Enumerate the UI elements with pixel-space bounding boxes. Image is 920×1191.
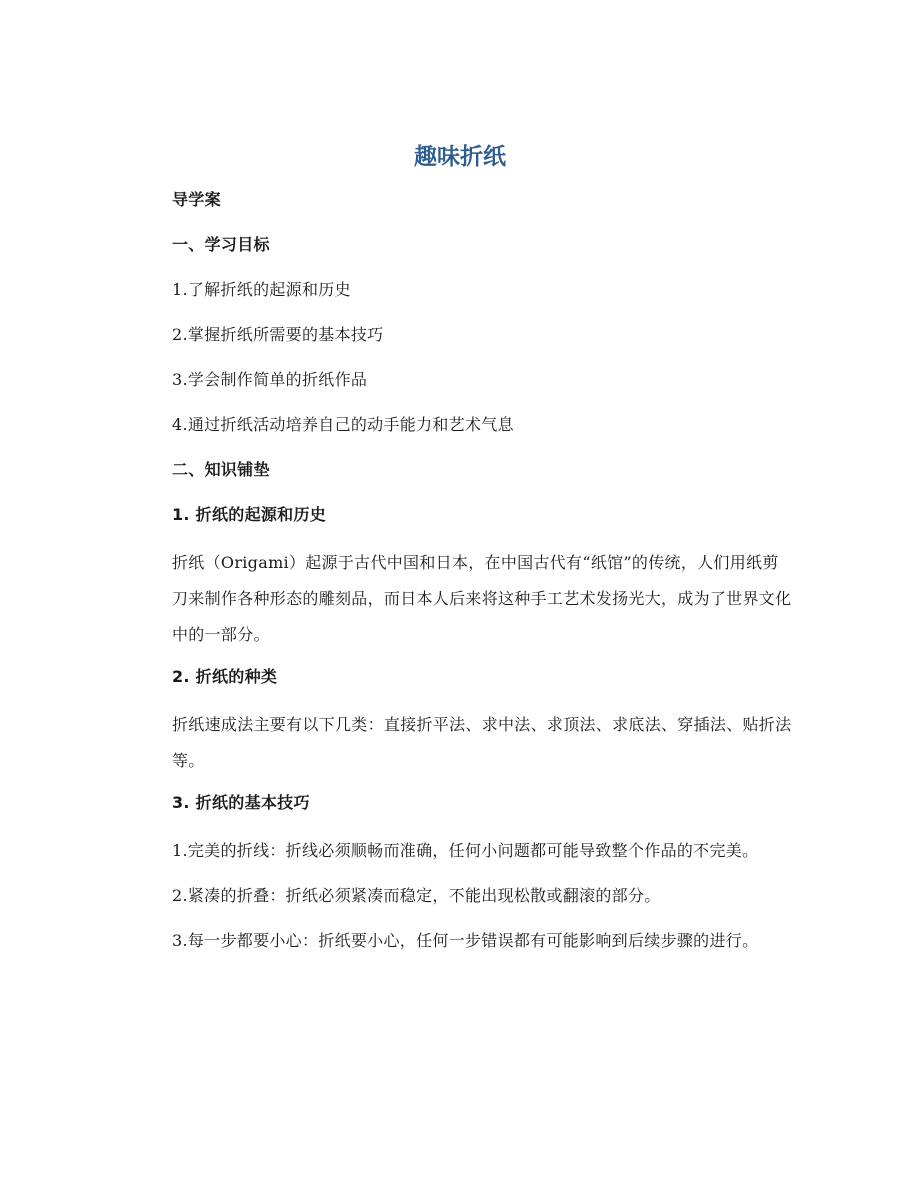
objective-item: 4.通过折纸活动培养自己的动手能力和艺术气息	[172, 415, 514, 434]
objective-item: 3.学会制作简单的折纸作品	[172, 370, 368, 389]
section-heading-knowledge: 二、知识铺垫	[172, 460, 270, 479]
origin-paragraph: 折纸（Origami）起源于古代中国和日本，在中国古代有“纸馆”的传统，人们用纸剪刀来制作各种形态的雕刻品，而日本人后来将这种手工艺术发扬光大，成为了世界文化中的一部分。	[172, 553, 792, 644]
technique-item: 3.每一步都要小心：折纸要小心，任何一步错误都有可能影响到后续步骤的进行。	[172, 931, 759, 950]
section-heading-objectives: 一、学习目标	[172, 235, 270, 254]
technique-item: 1.完美的折线：折线必须顺畅而准确，任何小问题都可能导致整个作品的不完美。	[172, 841, 759, 860]
technique-item: 2.紧凑的折叠：折纸必须紧凑而稳定，不能出现松散或翻滚的部分。	[172, 886, 661, 905]
subsection-heading-origin: 1. 折纸的起源和历史	[172, 505, 327, 524]
types-paragraph: 折纸速成法主要有以下几类：直接折平法、求中法、求顶法、求底法、穿插法、贴折法等。	[172, 715, 792, 770]
document-body	[172, 185, 792, 968]
document-title: 趣味折纸	[414, 144, 506, 170]
objective-item: 1.了解折纸的起源和历史	[172, 280, 351, 299]
subtitle: 导学案	[172, 190, 221, 209]
objective-item: 2.掌握折纸所需要的基本技巧	[172, 325, 384, 344]
subsection-heading-techniques: 3. 折纸的基本技巧	[172, 793, 310, 812]
subsection-heading-types: 2. 折纸的种类	[172, 667, 278, 686]
